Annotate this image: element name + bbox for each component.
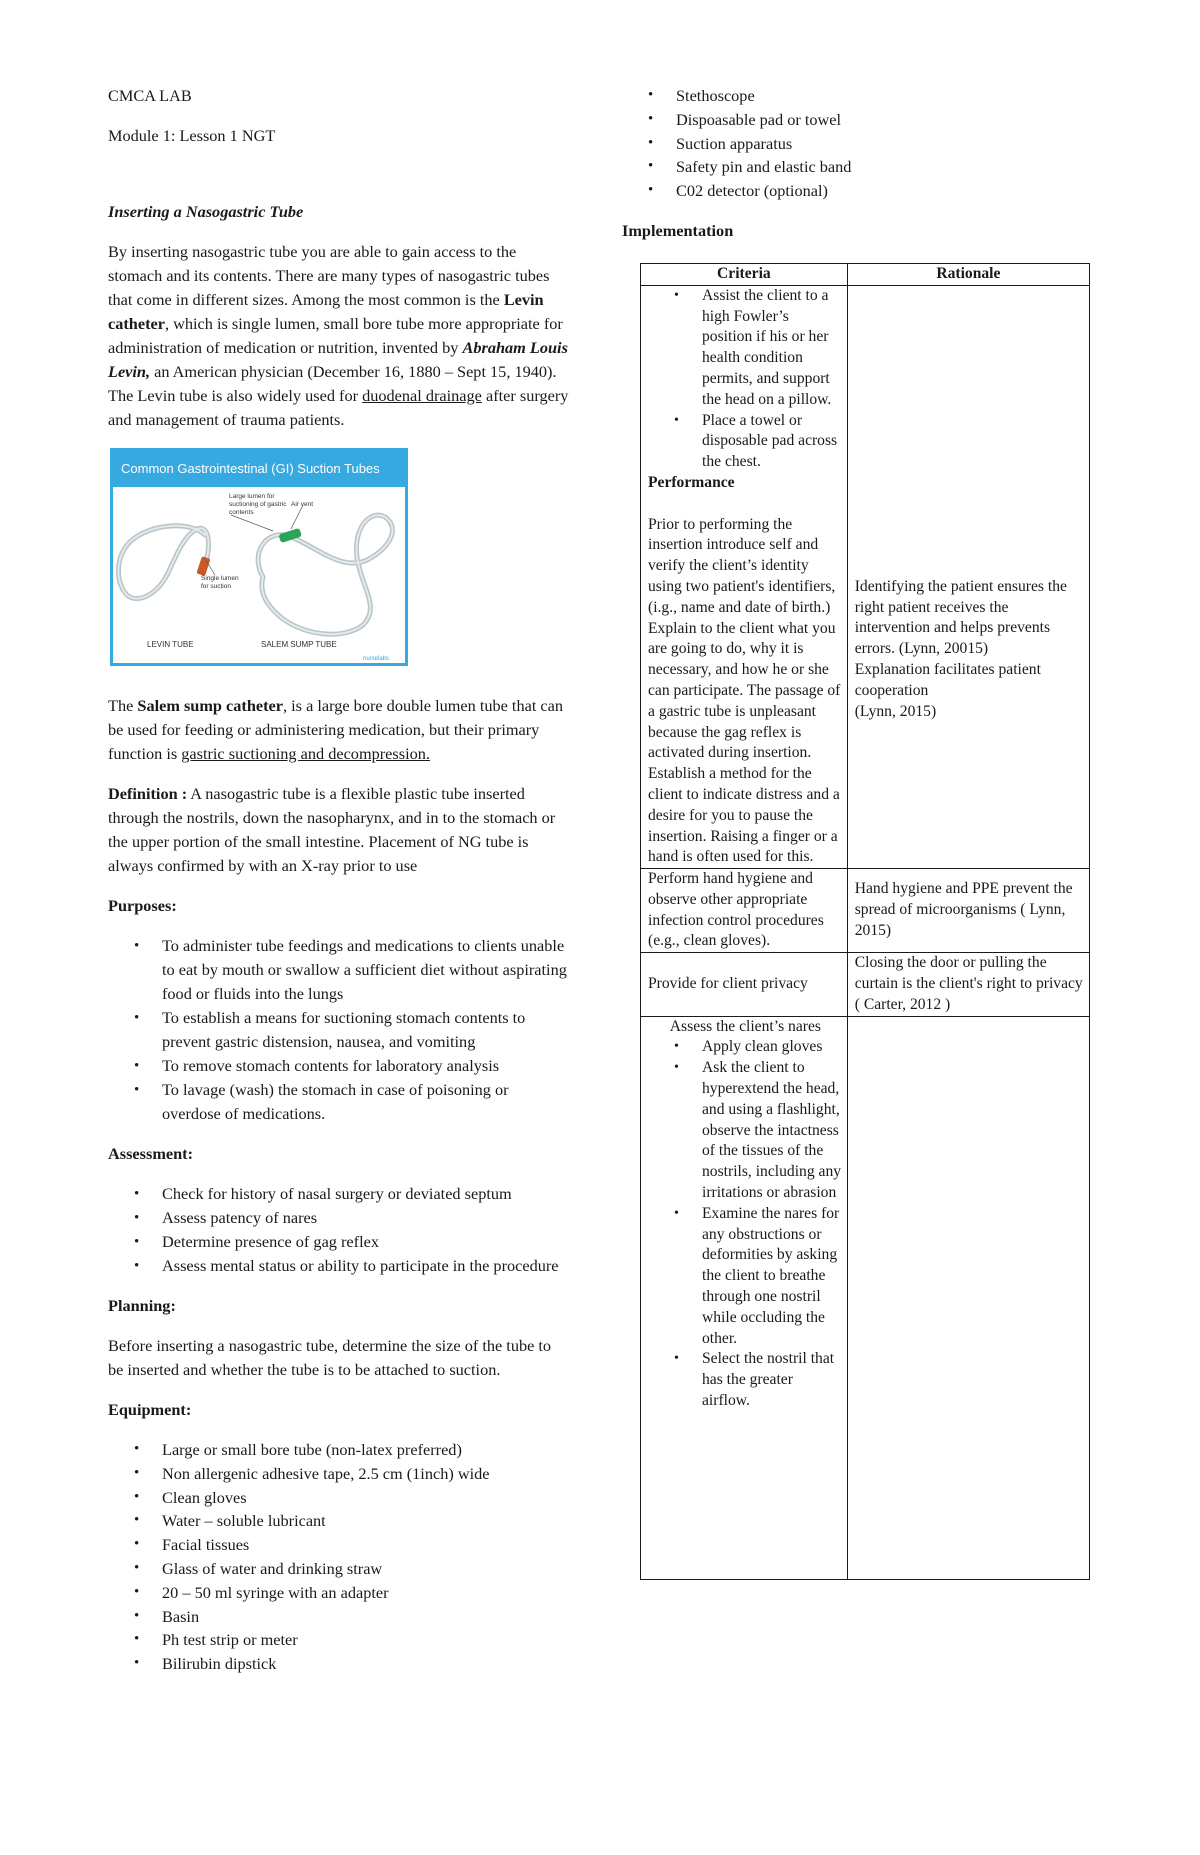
- implementation-table: [640, 263, 1090, 1580]
- nares-title: Assess the client’s nares: [669, 1017, 821, 1035]
- list-item: • Place a towel or disposable pad across the chest.: [648, 411, 843, 473]
- right-column: [622, 84, 1094, 1580]
- list-item: • Examine the nares for any obstructions or deformities by asking the client to breathe through one nostril while occluding the other.: [648, 1204, 843, 1350]
- gi-tubes-figure: [110, 448, 408, 666]
- doc-title: CMCA LAB: [108, 86, 192, 105]
- table-row: [641, 869, 1090, 953]
- figure-title: Common Gastrointestinal (GI) Suction Tubes: [113, 451, 405, 487]
- equipment-list: [108, 1438, 570, 1676]
- list-item: • Water – soluble lubricant: [108, 1509, 570, 1533]
- equipment-list-continued: [622, 84, 1094, 203]
- criteria-cell: [641, 285, 848, 868]
- criteria-text: Provide for client privacy: [648, 975, 808, 993]
- list-item: • Select the nostril that has the greater airflow.: [648, 1349, 843, 1411]
- list-item: • To administer tube feedings and medications to clients unable to eat by mouth or swallow a sufficient diet without aspirating food or fluids into the lungs: [108, 934, 570, 1006]
- performance-text: Prior to performing the insertion introduce self and verify the client’s identity using two patient's identifiers,(i.g., name and date of birth.) Explain to the client what you are going to do, why it is necessary, and how he or she can participate. The passage of a gastric tube is unpleasant because the gag reflex is activated during insertion. Establish a method for the client to indicate distress and a desire for you to pause the insertion. Raising a finger or a hand is often used for this.: [648, 515, 841, 866]
- table-row: [641, 285, 1090, 868]
- left-column: [108, 84, 570, 1692]
- rationale-text: Hand hygiene and PPE prevent the spread of microorganisms ( Lynn, 2015): [854, 880, 1073, 940]
- levin-tip-icon: [196, 556, 210, 576]
- purposes-heading: Purposes:: [108, 896, 177, 915]
- list-item: • Facial tissues: [108, 1533, 570, 1557]
- list-item: • Glass of water and drinking straw: [108, 1557, 570, 1581]
- list-item: • Check for history of nasal surgery or deviated septum: [108, 1182, 570, 1206]
- planning-text: Before inserting a nasogastric tube, determine the size of the tube to be inserted and whether the tube is to be attached to suction.: [108, 1336, 552, 1379]
- air-vent-label: Air vent: [291, 501, 314, 508]
- module-title: Module 1: Lesson 1 NGT: [108, 126, 276, 145]
- list-item: • 20 – 50 ml syringe with an adapter: [108, 1581, 570, 1605]
- list-item: • To establish a means for suctioning stomach contents to prevent gastric distension, nausea, and vomiting: [108, 1006, 570, 1054]
- list-item: • Dispoasable pad or towel: [622, 108, 1094, 132]
- salem-tube-label: SALEM SUMP TUBE: [261, 640, 337, 649]
- salem-term: Salem sump catheter: [137, 696, 283, 715]
- rationale-cell: [847, 1016, 1089, 1579]
- definition-paragraph: Definition : A nasogastric tube is a flexible plastic tube inserted through the nostrils, down the nasopharynx, and in to the stomach or the upper portion of the small intestine. Placement of NG tube is always confirmed by with an X-ray prior to use: [108, 784, 556, 875]
- brand-label: nurselabs: [363, 656, 390, 662]
- list-item: • Determine presence of gag reflex: [108, 1230, 570, 1254]
- rationale-cell: [847, 869, 1089, 953]
- rationale-text: Explanation facilitates patient cooperation: [854, 660, 1041, 699]
- list-item: • Suction apparatus: [622, 132, 1094, 156]
- list-item: • Ph test strip or meter: [108, 1628, 570, 1652]
- list-item: • Non allergenic adhesive tape, 2.5 cm (1inch) wide: [108, 1462, 570, 1486]
- list-item: • Assess mental status or ability to participate in the procedure: [108, 1254, 570, 1278]
- rationale-cell: [847, 285, 1089, 868]
- planning-heading: Planning:: [108, 1296, 176, 1315]
- duodenal-drainage-link: duodenal drainage: [362, 386, 482, 405]
- list-item: • Apply clean gloves: [648, 1037, 843, 1058]
- criteria-cell: [641, 1016, 848, 1579]
- list-item: • C02 detector (optional): [622, 179, 1094, 203]
- criteria-header: Criteria: [641, 263, 848, 285]
- criteria-cell: Perform hand hygiene and observe other appropriate infection control procedures (e.g., clean gloves).: [641, 869, 848, 953]
- equipment-heading: Equipment:: [108, 1400, 192, 1419]
- implementation-heading: Implementation: [622, 220, 734, 240]
- purposes-list: [108, 934, 570, 1126]
- rationale-header: Rationale: [847, 263, 1089, 285]
- criteria-cell: [641, 953, 848, 1016]
- levin-tube-label: LEVIN TUBE: [147, 640, 194, 649]
- levin-term: Levin catheter: [108, 290, 544, 333]
- levin-tube-icon: [118, 526, 208, 599]
- list-item: • Large or small bore tube (non-latex preferred): [108, 1438, 570, 1462]
- salem-function: gastric suctioning and decompression.: [181, 744, 430, 763]
- table-row: [641, 953, 1090, 1016]
- list-item: • Ask the client to hyperextend the head, and using a flashlight, observe the intactness of the tissues of the nostrils, including any irritations or abrasion: [648, 1058, 843, 1204]
- rationale-cell: Closing the door or pulling the curtain is the client's right to privacy ( Carter, 2012 ): [847, 953, 1089, 1016]
- assessment-list: [108, 1182, 570, 1278]
- table-row: [641, 1016, 1090, 1579]
- single-lumen-label: Single lumen for suction: [201, 575, 239, 590]
- section-heading-inserting: Inserting a Nasogastric Tube: [108, 202, 304, 221]
- list-item: • To lavage (wash) the stomach in case of poisoning or overdose of medications.: [108, 1078, 570, 1126]
- list-item: • Assist the client to a high Fowler’s position if his or her health condition permits, and support the head on a pillow.: [648, 286, 843, 411]
- list-item: • Stethoscope: [622, 84, 1094, 108]
- list-item: • Basin: [108, 1605, 570, 1629]
- list-item: • Assess patency of nares: [108, 1206, 570, 1230]
- list-item: • Bilirubin dipstick: [108, 1652, 570, 1676]
- performance-label: Performance: [648, 473, 735, 491]
- large-lumen-label: Large lumen for suctioning of gastric contents: [229, 493, 287, 516]
- inventor-name: Abraham Louis Levin,: [108, 338, 568, 381]
- list-item: • Clean gloves: [108, 1486, 570, 1510]
- salem-paragraph: The Salem sump catheter, is a large bore double lumen tube that can be used for feeding or administering medication, but their primary function is gastric suctioning and decompression.: [108, 696, 564, 763]
- table-header-row: [641, 263, 1090, 285]
- rationale-text: (Lynn, 2015): [854, 702, 937, 720]
- assessment-heading: Assessment:: [108, 1144, 194, 1163]
- intro-paragraph: By inserting nasogastric tube you are able to gain access to the stomach and its contents. There are many types of nasogastric tubes that come in different sizes. Among the most common is the Levin catheter, which is single lumen, small bore tube more appropriate for administration of medication or nutrition, invented by Abraham Louis Levin, an American physician (December 16, 1880 – Sept 15, 1940). The Levin tube is also widely used for duodenal drainage after surgery and management of trauma patients.: [108, 242, 569, 429]
- definition-label: Definition :: [108, 784, 188, 803]
- list-item: • To remove stomach contents for laboratory analysis: [108, 1054, 570, 1078]
- rationale-text: Identifying the patient ensures the right patient receives the intervention and helps prevents errors. (Lynn, 20015): [854, 577, 1067, 658]
- list-item: • Safety pin and elastic band: [622, 155, 1094, 179]
